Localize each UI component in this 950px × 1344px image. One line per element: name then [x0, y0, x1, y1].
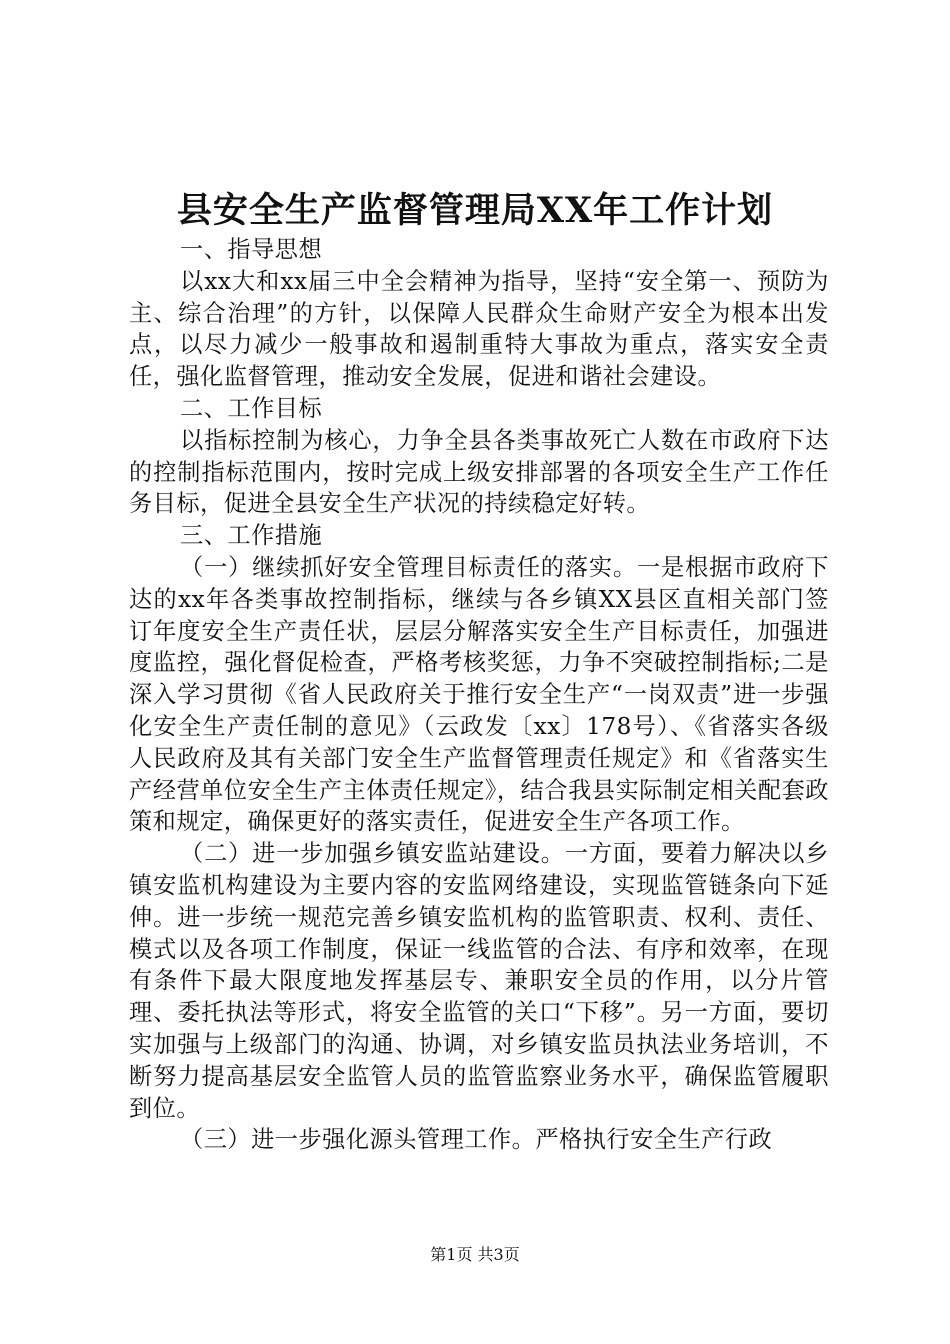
paragraph-measure-3: （三）进一步强化源头管理工作。严格执行安全生产行政	[180, 1126, 773, 1154]
paragraph-measure-1: （一）继续抓好安全管理目标责任的落实。一是根据市政府下达的xx年各类事故控制指标，继续与各乡镇XX县区直相关部门签订年度安全生产责任状，层层分解落实安全生产目标责任，加强进度监控，强化督促检查，严格考核奖惩，力争不突破控制指标;二是深入学习贯彻《省人民政府关于推行安全生产“一岗双责”进一步强化安全生产责任制的意见》（云政发〔xx〕178号）、《省落实各级人民政府及其有关部门安全生产监督管理责任规定》和《省落实生产经营单位安全生产主体责任规定》，结合我县实际制定相关配套政策和规定，确保更好的落实责任，促进安全生产各项工作。	[129, 553, 829, 836]
document-title: 县安全生产监督管理局XX年工作计划	[176, 190, 774, 231]
paragraph-guiding-ideology: 以xx大和xx届三中全会精神为指导，坚持“安全第一、预防为主、综合治理”的方针，以保障人民群众生命财产安全为根本出发点，以尽力减少一般事故和遏制重特大事故为重点，落实安全责任，强化监督管理，推动安全发展，促进和谐社会建设。	[129, 267, 829, 391]
section-heading-guiding-ideology: 一、指导思想	[180, 236, 323, 263]
page-number-footer: 第1页 共3页	[430, 1245, 520, 1264]
section-heading-work-goals: 二、工作目标	[180, 394, 323, 422]
section-heading-work-measures: 三、工作措施	[180, 522, 323, 550]
document-body	[129, 234, 829, 1156]
paragraph-work-goals: 以指标控制为核心，力争全县各类事故死亡人数在市政府下达的控制指标范围内，按时完成上级安排部署的各项安全生产工作任务目标，促进全县安全生产状况的持续稳定好转。	[129, 426, 829, 518]
paragraph-measure-2: （二）进一步加强乡镇安监站建设。一方面，要着力解决以乡镇安监机构建设为主要内容的安监网络建设，实现监管链条向下延伸。进一步统一规范完善乡镇安监机构的监管职责、权利、责任、模式以及各项工作制度，保证一线监管的合法、有序和效率，在现有条件下最大限度地发挥基层专、兼职安全员的作用，以分片管理、委托执法等形式，将安全监管的关口“下移”。另一方面，要切实加强与上级部门的沟通、协调，对乡镇安监员执法业务培训，不断努力提高基层安全监管人员的监管监察业务水平，确保监管履职到位。	[129, 840, 829, 1122]
